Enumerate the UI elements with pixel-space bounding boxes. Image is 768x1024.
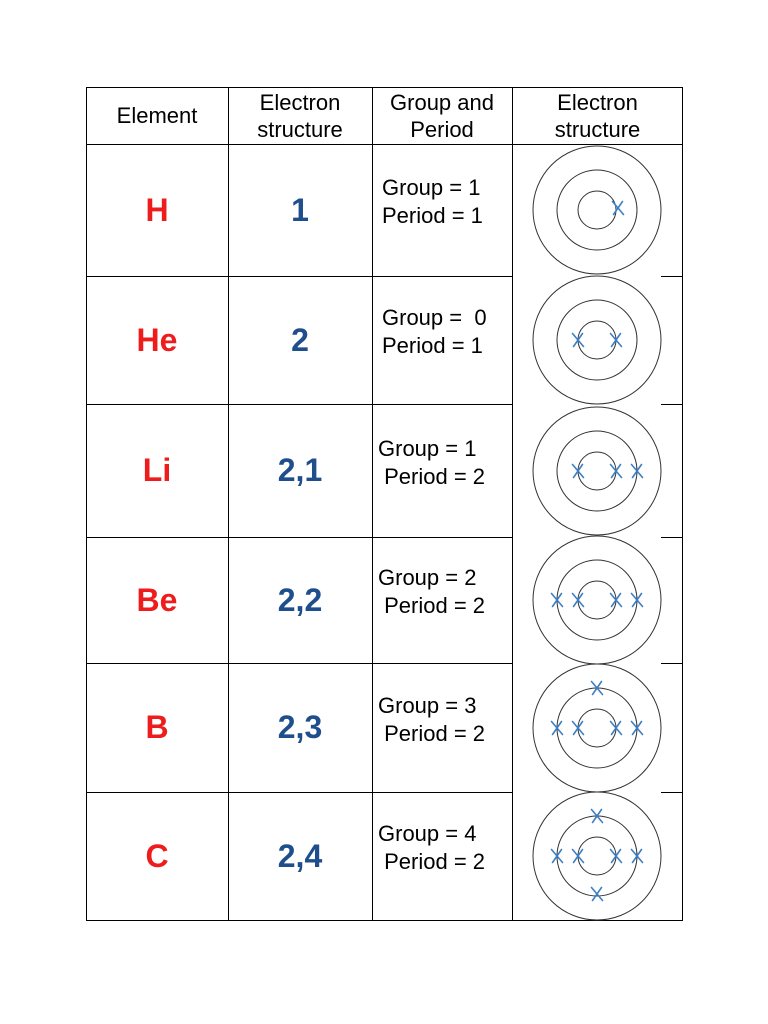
shell-diagram (522, 276, 672, 404)
electron-x-mark-icon (611, 464, 622, 477)
shell-circle-icon (578, 452, 616, 490)
shell-circle-icon (533, 664, 661, 792)
shell-circle-icon (533, 407, 661, 535)
element-symbol: He (136, 321, 178, 358)
shell-diagram (522, 404, 672, 537)
element-table (86, 87, 683, 921)
group-label: Group = 1 (378, 435, 477, 461)
electron-configuration: 2,4 (277, 837, 323, 874)
element-symbol: B (145, 709, 169, 745)
shell-circle-icon (578, 191, 616, 229)
electron-x-mark-icon (611, 594, 622, 607)
electron-x-mark-icon (611, 850, 622, 863)
table-border-line (86, 87, 683, 88)
electron-shell-diagram (530, 789, 664, 923)
shell-circle-icon (533, 536, 661, 664)
shell-diagram (522, 537, 672, 663)
shell-circle-icon (557, 816, 637, 896)
table-column-divider (512, 87, 513, 921)
header-element (86, 87, 228, 144)
electron-configuration: 2 (291, 321, 309, 358)
shell-circle-icon (578, 837, 616, 875)
header-element-label: Element (116, 103, 198, 128)
shell-circle-icon (533, 146, 661, 274)
group-period-cell (382, 136, 512, 268)
group-period-cell (378, 655, 508, 784)
shell-circle-icon (557, 300, 637, 380)
shell-circle-icon (533, 792, 661, 920)
header-line: structure (554, 116, 641, 142)
period-label: Period = 2 (378, 593, 486, 618)
period-label: Period = 2 (378, 849, 486, 874)
header-line: Electron (557, 89, 638, 115)
group-period-cell (378, 529, 508, 655)
table-border-line (682, 87, 683, 921)
header-electron-structure (228, 87, 372, 144)
electron-shell-diagram (530, 273, 664, 407)
electron-shell-diagram (530, 404, 664, 538)
shell-diagram (522, 144, 672, 276)
shell-circle-icon (533, 276, 661, 404)
electron-x-mark-icon (592, 888, 603, 901)
group-period-cell (378, 784, 508, 912)
group-label: Group = 1 (382, 175, 481, 200)
element-symbol: H (145, 191, 169, 228)
electron-shell-diagram (530, 143, 664, 277)
electron-x-mark-icon (573, 594, 584, 607)
element-symbol: Li (142, 452, 172, 488)
shell-circle-icon (557, 560, 637, 640)
period-label: Period = 1 (382, 333, 483, 358)
period-label: Period = 1 (382, 203, 483, 228)
shell-circle-icon (578, 709, 616, 747)
shell-circle-icon (557, 170, 637, 250)
period-label: Period = 2 (378, 720, 486, 746)
table-column-divider (372, 87, 373, 921)
header-line: structure (257, 116, 343, 142)
header-line: Period (410, 116, 474, 142)
group-period-cell (382, 268, 512, 396)
header-line: Group and (390, 89, 494, 115)
shell-circle-icon (557, 688, 637, 768)
electron-x-mark-icon (573, 721, 584, 734)
group-period-cell (378, 396, 508, 529)
electron-shell-diagram (530, 533, 664, 667)
shell-circle-icon (557, 431, 637, 511)
electron-configuration: 2,2 (277, 581, 323, 618)
group-label: Group = 2 (378, 565, 477, 590)
electron-configuration: 1 (291, 191, 309, 228)
period-label: Period = 2 (378, 463, 486, 489)
element-symbol: C (145, 837, 169, 874)
element-symbol: Be (136, 581, 178, 618)
shell-circle-icon (578, 321, 616, 359)
shell-circle-icon (578, 581, 616, 619)
header-electron-diagram (512, 87, 683, 144)
electron-x-mark-icon (611, 721, 622, 734)
electron-x-mark-icon (611, 334, 622, 347)
electron-x-mark-icon (573, 850, 584, 863)
electron-shell-diagram (530, 661, 664, 795)
electron-configuration: 2,1 (277, 452, 323, 488)
electron-configuration: 2,3 (277, 709, 323, 745)
shell-diagram (522, 792, 672, 920)
header-line: Electron (259, 89, 341, 115)
group-label: Group = 3 (378, 692, 477, 718)
group-label: Group = 0 (382, 305, 487, 330)
shell-diagram (522, 663, 672, 792)
group-label: Group = 4 (378, 821, 477, 846)
electron-x-mark-icon (573, 334, 584, 347)
electron-x-mark-icon (613, 202, 624, 215)
electron-x-mark-icon (573, 464, 584, 477)
